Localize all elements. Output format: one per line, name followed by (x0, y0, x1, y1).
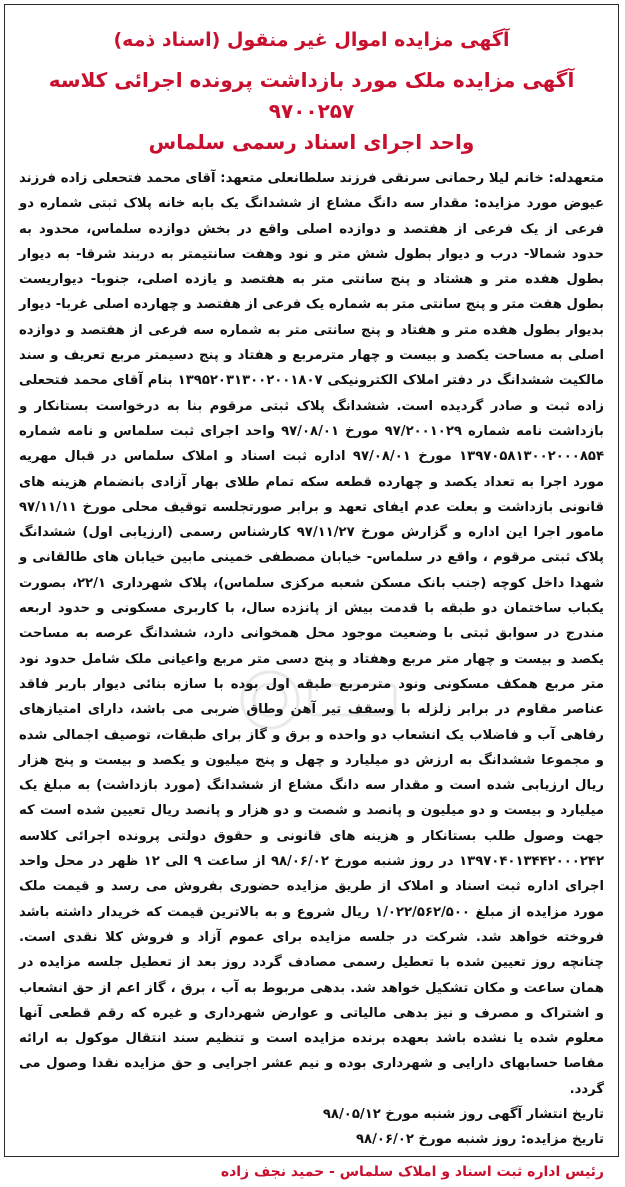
notice-content (5, 5, 618, 1187)
publish-date: تاریخ انتشار آگهی روز شنبه مورخ ۹۸/۰۵/۱۲ (322, 1106, 604, 1122)
notice-heading: آگهی مزایده اموال غیر منقول (اسناد ذمه) (113, 29, 510, 51)
notice-body: متعهدله: خانم لیلا رحمانی سرنقی فرزند سلطانعلی متعهد: آقای محمد فتحعلی زاده فرزند عیوض مورد مزایده: مقدار سه دانگ مشاع از ششدانگ یک بابه خانه پلاک ثبتی شماره دو فرعی از یک فرعی از هفتصد و دوازده اصلی واقع در بخش دوازده سلماس، محدود به حدود شمالا- درب و دیوار بطول شش متر و نود وهفت سانتیمتر به دربند شرقا- به دیوار بطول هفده متر و هشتاد و پنج سانتی متر به هفتصد و یازده اصلی، جنوبا- دیواریست بطول هفت متر و پنج سانتی متر به شماره یک فرعی از هفتصد و چهارده اصلی غربا- دیوار بدیوار بطول هفده متر و هفتاد و پنج سانتی متر به شماره سه فرعی از هفتصد و دوازده اصلی به مساحت یکصد و بیست و چهار مترمربع و هفتاد و پنج دسیمتر مربع تعریف و سند مالکیت ششدانگ در دفتر املاک الکترونیکی ۱۳۹۵۲۰۳۱۳۰۰۲۰۰۱۸۰۷ بنام آقای محمد فتحعلی زاده ثبت و صادر گردیده است. ششدانگ پلاک ثبتی مرقوم بنا به درخواست بستانکار و بازداشت نامه شماره ۹۷/۲۰۰۱۰۲۹ مورخ ۹۷/۰۸/۰۱ واحد اجرای ثبت سلماس و نامه شماره ۱۳۹۷۰۵۸۱۳۰۰۲۰۰۰۸۵۴ مورخ ۹۷/۰۸/۰۱ اداره ثبت اسناد و املاک سلماس در قبال مهریه مورد اجرا به تعداد یکصد و چهارده قطعه سکه تمام طلای بهار آزادی بانضمام هزینه های قانونی بازداشت و بعلت عدم ایفای تعهد و برابر صورتجلسه توقیف محلی مورخ ۹۷/۱۱/۱۱ مامور اجرا این اداره و گزارش مورخ ۹۷/۱۱/۲۷ کارشناس رسمی (ارزیابی اول) ششدانگ پلاک ثبتی مرقوم ، واقع در سلماس- خیابان مصطفی خمینی مابین خیابان های طالقانی و شهدا داخل کوچه (جنب بانک مسکن شعبه مرکزی سلماس)، پلاک شهرداری ۲۲/۱، بصورت یکباب ساختمان دو طبقه با قدمت بیش از پانزده سال، با کاربری مسکونی و حدود اربعه مندرج در سوابق ثبتی با وضعیت موجود محل همخوانی دارد، ششدانگ عرصه به مساحت یکصد و بیست و چهار متر مربع وهفتاد و پنج دسی متر مربع واعیانی ملک شامل حدود نود متر مربع همکف مسکونی ونود مترمربع طبقه اول بوده با سازه بنائی دیوار باربر فاقد عناصر مقاوم در برابر زلزله با وسقف تیر آهن وطاق ضربی می باشد، دارای امتیازهای رفاهی آب و فاضلاب یک انشعاب دو واحده و برق و گاز برای طبقات، توصیف اجمالی شده و مجموعا ششدانگ به ارزش دو میلیارد و چهل و پنج میلیون و یکصد و بیست و پنج هزار ریال ارزیابی شده است و مقدار سه دانگ مشاع از ششدانگ (مورد بازداشت) به مبلغ یک میلیارد و بیست و دو میلیون و پانصد و شصت و دو هزار و پانصد ریال تعیین شده است که جهت وصول طلب بستانکار و هزینه های قانونی و حقوق دولتی پرونده اجرائی کلاسه ۱۳۹۷۰۴۰۱۳۴۴۲۰۰۰۲۴۲ در روز شنبه مورخ ۹۸/۰۶/۰۲ از ساعت ۹ الی ۱۲ ظهر در محل واحد اجرای اداره ثبت اسناد و املاک از طریق مزایده حضوری بفروش می رسد و قیمت ملک مورد مزایده از مبلغ ۱/۰۲۲/۵۶۲/۵۰۰ ریال شروع و به بالاترین قیمت که خریدار داشته باشد فروخته خواهد شد. شرکت در جلسه مزایده برای عموم آزاد و فروش کلا نقدی است. چنانچه روز تعیین شده با تعطیل رسمی مصادف گردد روز بعد از تعطیل جلسه مزایده در همان ساعت و مکان تشکیل خواهد شد. بدهی مربوط به آب ، برق ، گاز اعم از حق انشعاب و اشتراک و مصرف و نیز بدهی مالیاتی و عوارض شهرداری و غیره که رقم قطعی آنها معلوم شده یا نشده باشد بعهده برنده مزایده است و تنظیم سند انتقال موکول به ارائه مفاصا حسابهای دارایی و شهرداری بوده و نیم عشر اجرایی و حق مزایده نقدا وصول می گردد. (19, 171, 604, 1097)
notice-title-line1: آگهی مزایده ملک مورد بازداشت پرونده اجرائی کلاسه ۹۷۰۰۲۵۷ (48, 68, 575, 123)
notice-title-line2: واحد اجرای اسناد رسمی سلماس (148, 130, 475, 154)
auction-date: تاریخ مزایده: روز شنبه مورخ ۹۸/۰۶/۰۲ (355, 1132, 604, 1148)
notice-frame (4, 4, 619, 1180)
signature: رئیس اداره ثبت اسناد و املاک سلماس - حمید نجف زاده (220, 1163, 604, 1180)
